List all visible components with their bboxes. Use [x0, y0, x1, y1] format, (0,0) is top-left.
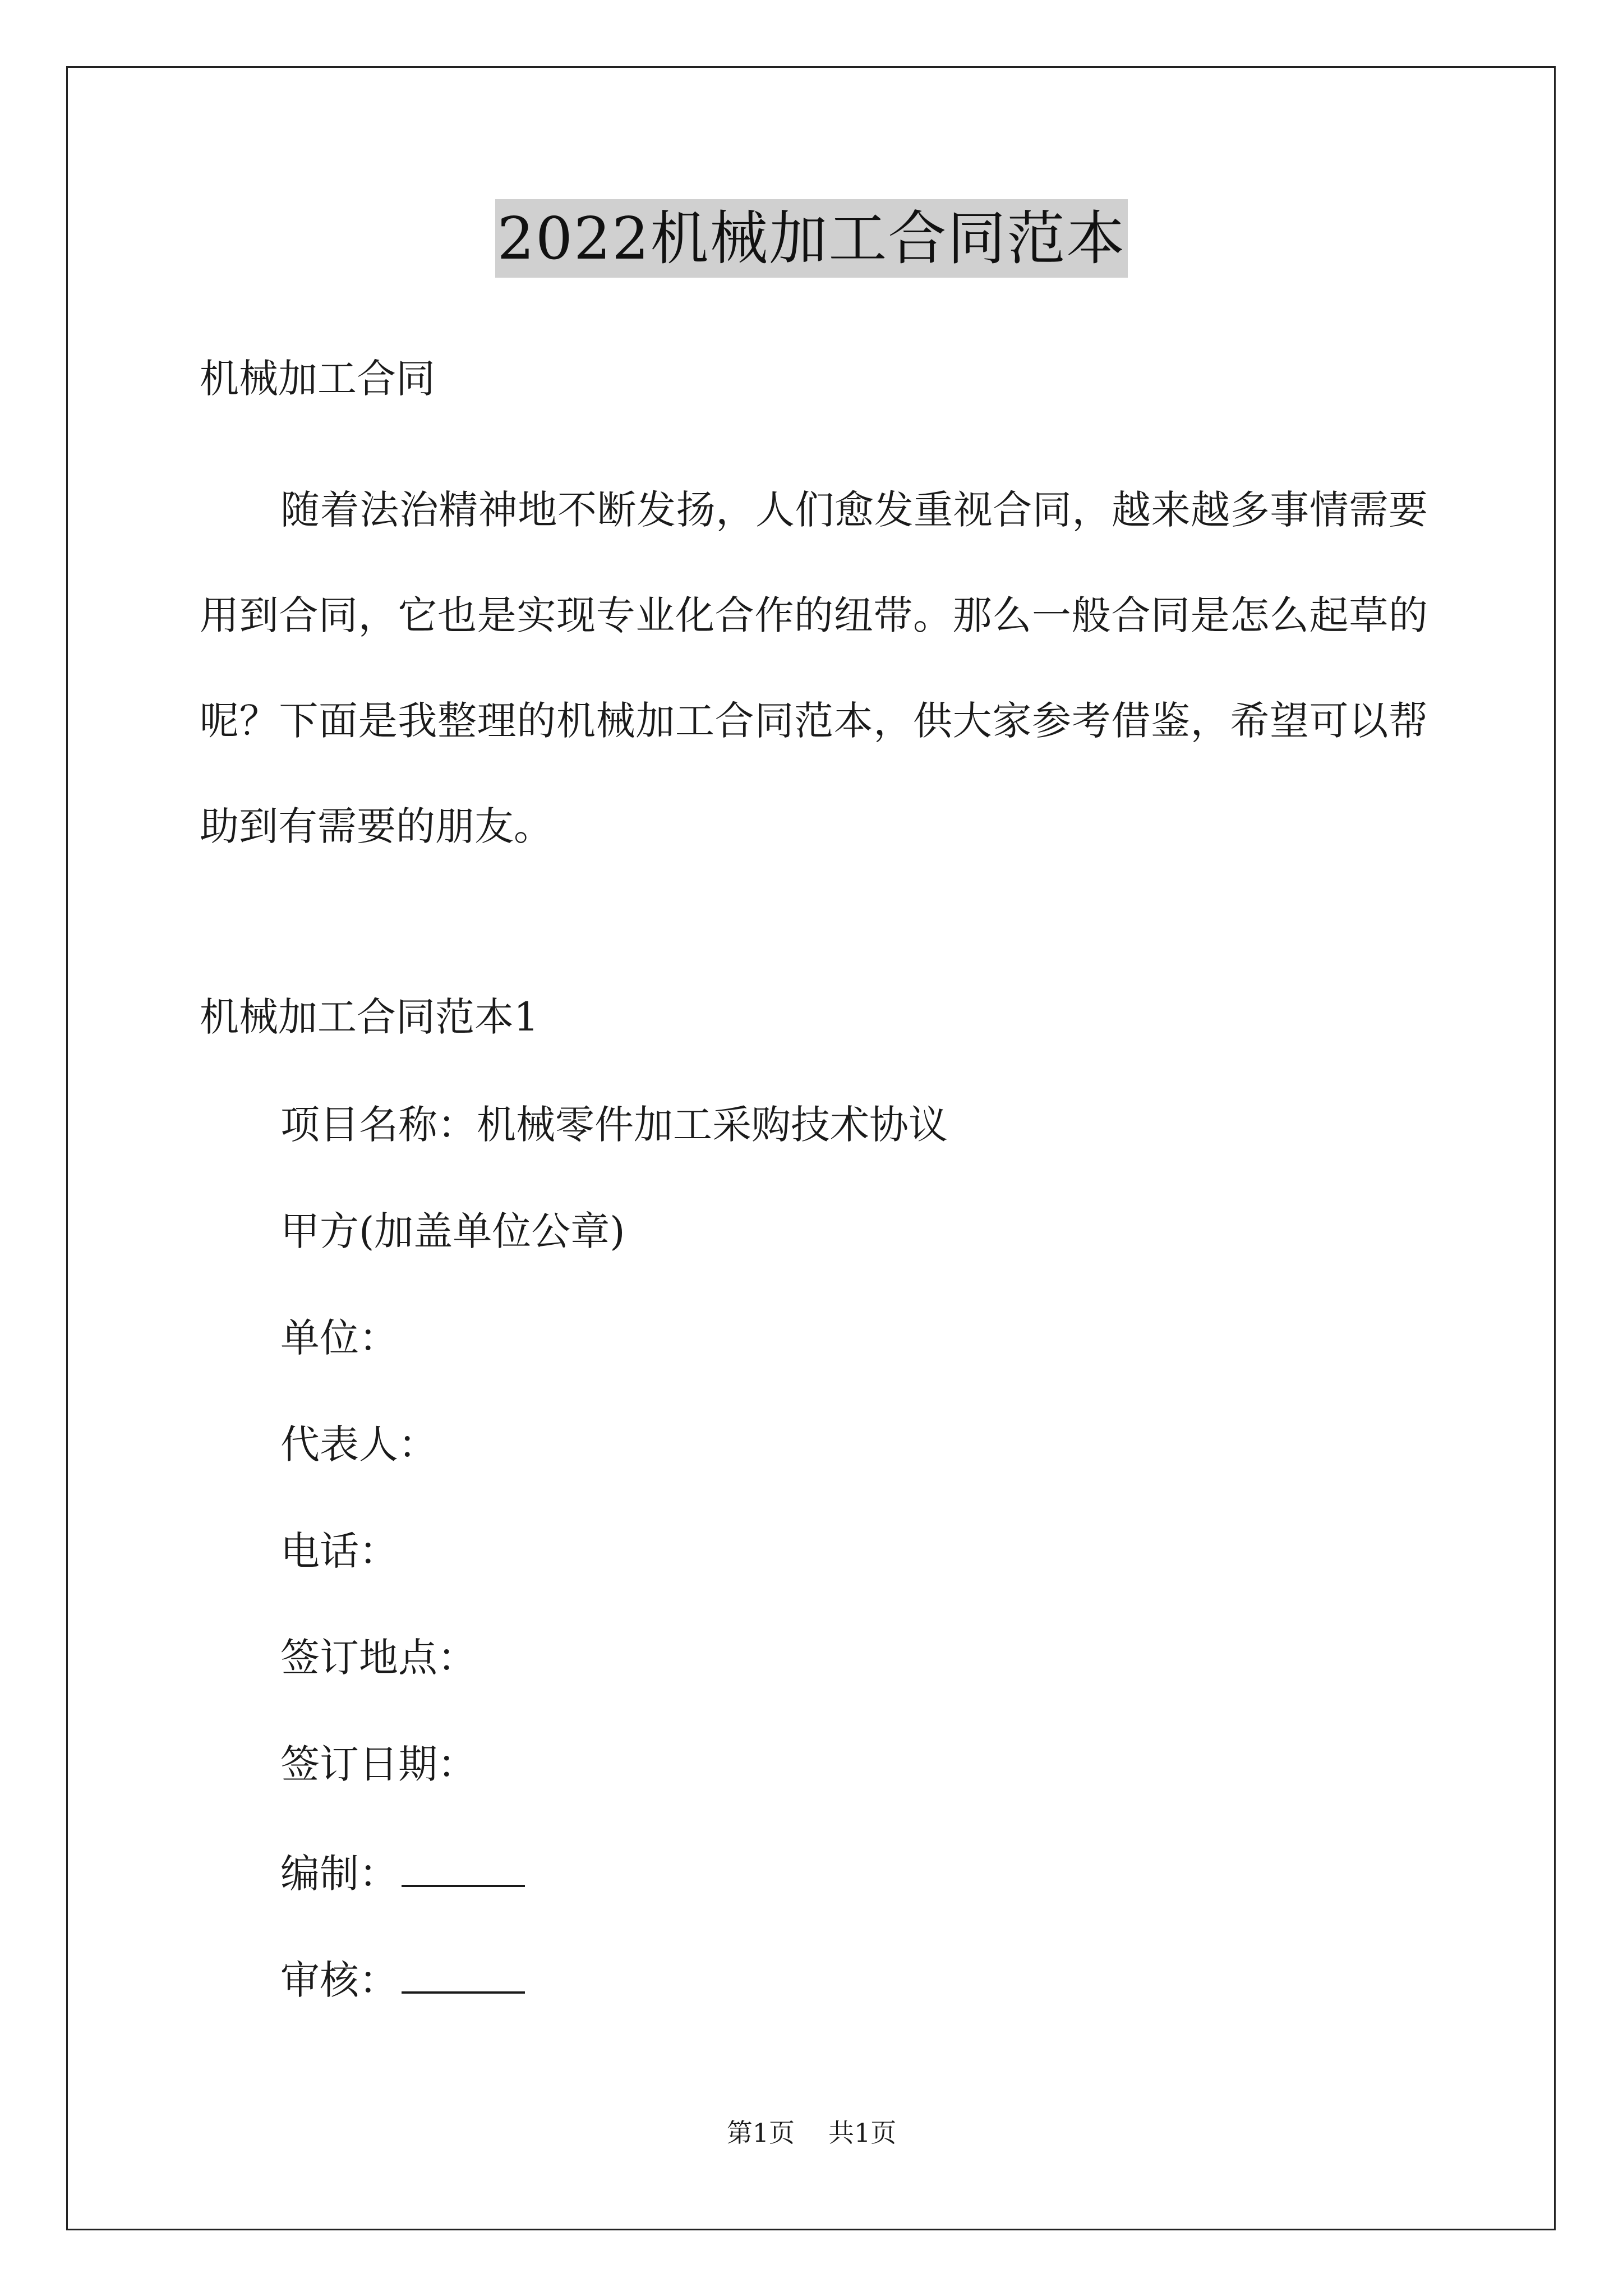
sign-date-field: 签订日期：	[280, 1741, 477, 1787]
title-container	[0, 199, 1623, 278]
compile-label: 编制：	[280, 1851, 398, 1897]
document-title: 2022机械加工合同范本	[495, 199, 1128, 278]
review-row	[280, 1952, 525, 2005]
page-total: 共1页	[828, 2118, 897, 2148]
party-a-field: 甲方(加盖单位公章)	[280, 1208, 625, 1254]
compile-row	[280, 1846, 525, 1899]
section-title: 机械加工合同范本1	[200, 994, 539, 1040]
review-blank-line	[402, 1952, 525, 1994]
page-number: 第1页	[726, 2118, 795, 2148]
review-label: 审核：	[280, 1957, 398, 2003]
unit-field: 单位：	[280, 1315, 398, 1361]
phone-field: 电话：	[280, 1528, 398, 1574]
compile-blank-line	[402, 1846, 525, 1887]
contract-heading: 机械加工合同	[200, 356, 435, 402]
sign-place-field: 签订地点：	[280, 1635, 477, 1681]
page-footer	[0, 2116, 1623, 2150]
project-name-field: 项目名称：机械零件加工采购技术协议	[280, 1102, 948, 1148]
intro-paragraph: 随着法治精神地不断发扬，人们愈发重视合同，越来越多事情需要用到合同，它也是实现专业化合作的纽带。那么一般合同是怎么起草的呢？下面是我整理的机械加工合同范本，供大家参考借鉴，希望可以帮助到有需要的朋友。	[200, 487, 1428, 849]
representative-field: 代表人：	[280, 1421, 437, 1467]
